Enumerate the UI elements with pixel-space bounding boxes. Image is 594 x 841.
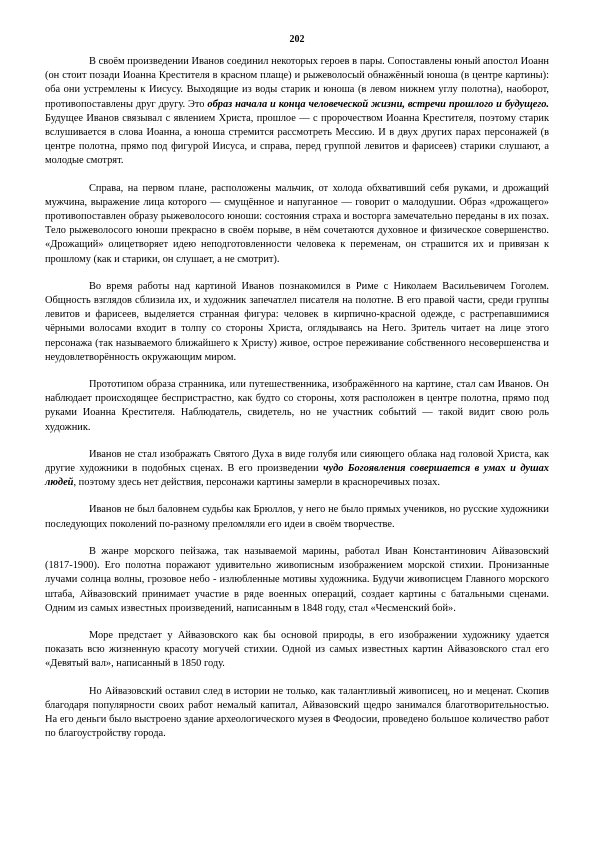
paragraph-text: Справа, на первом плане, расположены мальчик, от холода обхвативший себя руками, и дрожащий мужчина, выражение лица которого — смущённое и напуганное — говорит о малодушии. Образ «дрожащего» противопоставлен образу рыжеволосого юноши: состояния страха и восторга замечательно переданы в их позах. Тело рыжеволосого юноши прекрасно в своём порыве, в нём сочетаются духовное и физическое совершенство. «Дрожащий» олицетворяет идею неподготовленности человека к переменам, он страшится их и привязан к прошлому (как и старики, он слушает, а не смотрит).: [45, 182, 549, 265]
paragraph: [45, 378, 549, 435]
paragraph-text: Иванов не стал изображать Святого Духа в виде голубя или сияющего облака над головой Христа, как другие художники в подобных сценах. В его произведении: [45, 448, 549, 475]
paragraph: [45, 545, 549, 616]
emphasized-text: чудо Богоявления совершается в умах и душах людей: [45, 463, 550, 489]
paragraph-text: Иванов не был баловнем судьбы как Брюллов, у него не было прямых учеников, но русские художники последующих поколений по-разному преломляли его идеи в своём творчестве.: [45, 504, 549, 530]
page-number: 202: [289, 34, 305, 45]
paragraph-text: , поэтому здесь нет действия, персонажи картины замерли в красноречивых позах.: [73, 477, 440, 489]
paragraph-text: В жанре морского пейзажа, так называемой марины, работал Иван Константинович Айвазовский (1817-1900). Его полотна поражают удивительно живописным изображением морской стихии. Пронизанные лучами солнца волны, грозовое небо - излюбленные мотивы художника. Будучи живописцем Главного морского штаба, Айвазовский принимает участие в ряде военных операций, создает картины с батальными сценами. Одним из самых известных произведений, написанным в 1848 году, стал «Чесменский бой».: [45, 545, 549, 614]
paragraph-text: Но Айвазовский оставил след в истории не только, как талантливый живописец, но и меценат. Скопив благодаря популярности своих работ немалый капитал, Айвазовский щедро занимался благотворительностью. На его деньги было выстроено здание археологического музея в Феодосии, проведено большое количество работ по благоустройству города.: [45, 685, 549, 740]
paragraph-text: В своём произведении Иванов соединил некоторых героев в пары. Сопоставлены юный апостол Иоанн (он стоит позади Иоанна Крестителя в красном плаще) и рыжеволосый обнажённый юноша (в центре картины): оба они устремлены к Иисусу. Выходящие из воды старик и юноша (в левом нижнем углу полотна), наоборот, противопоставлены друг другу. Это: [45, 56, 549, 110]
paragraph: [45, 448, 549, 491]
paragraph: [45, 629, 549, 672]
paragraph: [45, 280, 549, 365]
paragraph-text: Прототипом образа странника, или путешественника, изображённого на картине, стал сам Иванов. Он наблюдает происходящее беспристрастно, как будто со стороны, хотя расположен в центре полотна, прямо под руками Иоанна Крестителя. Наблюдатель, свидетель, но не участник событий — такой видит свою роль художник.: [45, 379, 549, 433]
paragraph: [45, 503, 549, 531]
paragraph: [45, 55, 549, 169]
paragraph: [45, 182, 549, 267]
paragraph-text: Будущее Иванов связывал с явлением Христа, прошлое — с пророчеством Иоанна Крестителя, поэтому старик вслушивается в слова Иоанна, а юноша стремится рассмотреть Мессию. И в двух других парах персонажей (в центре полотна, прямо под фигурой Иисуса, и справа, перед группой левитов и фарисеев) старики слушают, а молодые смотрят.: [45, 112, 549, 167]
paragraph-text: Море предстает у Айвазовского как бы основой природы, в его изображении художнику удается показать всю жизненную красоту могучей стихии. Одной из самых известных картин Айвазовского стал его «Девятый вал», написанный в 1850 году.: [45, 629, 549, 670]
emphasized-text: образ начала и конца человеческой жизни, встречи прошлого и будущего.: [207, 98, 549, 110]
paragraph-text: Во время работы над картиной Иванов познакомился в Риме с Николаем Васильевичем Гоголем. Общность взглядов сблизила их, и художник запечатлел писателя на полотне. В его правой части, среди группы левитов и фарисеев, выделяется странная фигура: человек в кирпично-красной одежде, с растрепавшимися чёрными волосами входит в толпу со стороны Христа, оглядываясь на Него. Зритель читает на лице этого персонажа (так называемого ближайшего к Христу) живое, острое переживание собственного несовершенства и неудовлетворённость окружающим миром.: [45, 280, 549, 363]
paragraph: [45, 685, 549, 742]
